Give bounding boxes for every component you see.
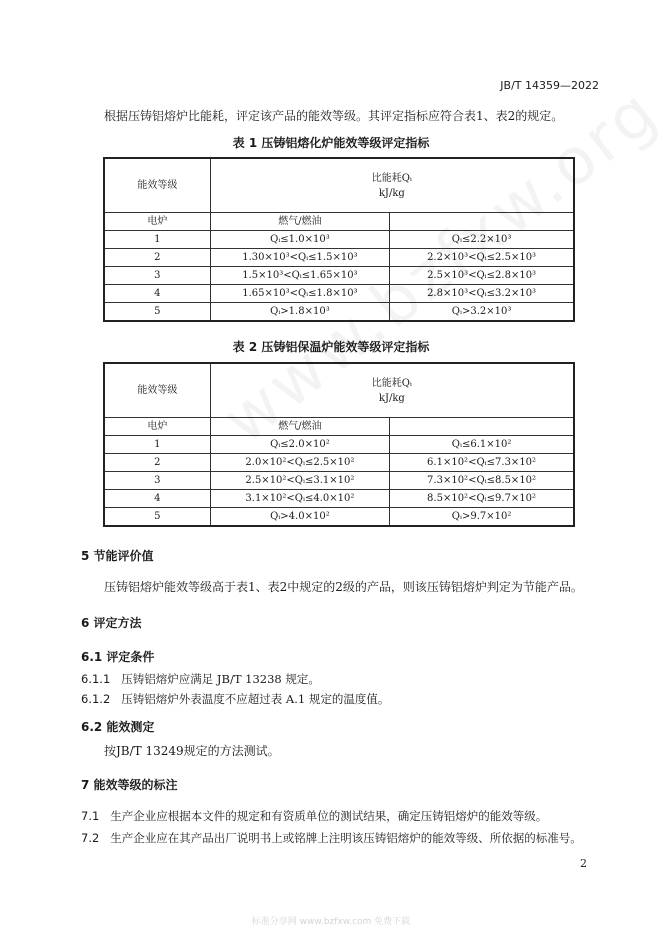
clause-7-2	[81, 830, 582, 846]
fuel-cell: 2.2×10³<Qᵢ≤2.5×10³	[390, 249, 574, 267]
electric-cell: Qᵢ≤1.0×10³	[210, 231, 389, 249]
page-number: 2	[580, 857, 587, 870]
section62-body: 按JB/T 13249规定的方法测试。	[104, 744, 280, 758]
grade-cell: 5	[104, 303, 210, 322]
grade-cell: 2	[104, 249, 210, 267]
clause-7-1-number: 7.1	[81, 809, 100, 823]
electric-cell: 1.65×10³<Qᵢ≤1.8×10³	[210, 285, 389, 303]
table-row	[104, 454, 574, 472]
electric-cell: Qᵢ≤2.0×10²	[210, 436, 389, 454]
clause-6-1-1	[81, 671, 320, 687]
table-row	[104, 436, 574, 454]
grade-cell: 5	[104, 508, 210, 527]
clause-6-1-2-number: 6.1.2	[81, 692, 111, 706]
fuel-cell: Qᵢ>9.7×10²	[390, 508, 574, 527]
electric-cell: 1.5×10³<Qᵢ≤1.65×10³	[210, 267, 389, 285]
fuel-cell: 6.1×10²<Qᵢ≤7.3×10²	[390, 454, 574, 472]
clause-7-1-text: 生产企业应根据本文件的规定和有资质单位的测试结果，确定压铸铝熔炉的能效等级。	[110, 809, 548, 823]
grade-cell: 2	[104, 454, 210, 472]
grade-cell: 1	[104, 231, 210, 249]
section62-heading: 6.2 能效测定	[81, 720, 155, 734]
grade-cell: 1	[104, 436, 210, 454]
table2-header-energy-label: 比能耗Qᵢ	[371, 377, 412, 389]
section5-body: 压铸铝熔炉能效等级高于表1、表2中规定的2级的产品，则该压铸铝熔炉判定为节能产品。	[104, 580, 583, 594]
table1-caption: 表 1 压铸铝熔化炉能效等级评定指标	[232, 136, 430, 150]
clause-6-1-1-text: 压铸铝熔炉应满足 JB/T 13238 规定。	[121, 672, 320, 686]
clause-6-1-2-text: 压铸铝熔炉外表温度不应超过表 A.1 规定的温度值。	[121, 692, 390, 706]
table2-header-grade: 能效等级	[104, 363, 210, 418]
footer-watermark: 标准分享网 www.bzfxw.com 免费下载	[251, 917, 411, 927]
fuel-cell: 2.5×10³<Qᵢ≤2.8×10³	[390, 267, 574, 285]
fuel-cell: 2.8×10³<Qᵢ≤3.2×10³	[390, 285, 574, 303]
section7-heading: 7 能效等级的标注	[81, 778, 178, 792]
clause-7-2-text: 生产企业应在其产品出厂说明书上或铭牌上注明该压铸铝熔炉的能效等级、所依据的标准号。	[110, 831, 582, 845]
section61-heading: 6.1 评定条件	[81, 650, 155, 664]
table1-header-unit: kJ/kg	[378, 187, 405, 199]
clause-6-1-2	[81, 691, 389, 707]
table-row	[104, 472, 574, 490]
fuel-cell: Qᵢ>3.2×10³	[390, 303, 574, 322]
electric-cell: Qᵢ>4.0×10²	[210, 508, 389, 527]
clause-6-1-1-number: 6.1.1	[81, 672, 111, 686]
fuel-cell: 8.5×10²<Qᵢ≤9.7×10²	[390, 490, 574, 508]
clause-7-2-number: 7.2	[81, 831, 100, 845]
section5-heading: 5 节能评价值	[81, 549, 154, 563]
electric-cell: 2.0×10²<Qᵢ≤2.5×10²	[210, 454, 389, 472]
fuel-cell: Qᵢ≤2.2×10³	[390, 231, 574, 249]
table2-header-electric: 电炉	[104, 418, 210, 436]
fuel-cell: 7.3×10²<Qᵢ≤8.5×10²	[390, 472, 574, 490]
table-row	[104, 508, 574, 527]
table1-header-grade: 能效等级	[104, 158, 210, 213]
grade-cell: 3	[104, 472, 210, 490]
grade-cell: 4	[104, 285, 210, 303]
table-row	[104, 267, 574, 285]
section6-heading: 6 评定方法	[81, 616, 142, 630]
intro-paragraph: 根据压铸铝熔炉比能耗，评定该产品的能效等级。其评定指标应符合表1、表2的规定。	[104, 109, 564, 123]
table2-header-fuel: 燃气/燃油	[210, 418, 389, 436]
electric-cell: 3.1×10²<Qᵢ≤4.0×10²	[210, 490, 389, 508]
fuel-cell: Qᵢ≤6.1×10²	[390, 436, 574, 454]
standard-number: JB/T 14359—2022	[500, 79, 599, 92]
electric-cell: 2.5×10²<Qᵢ≤3.1×10²	[210, 472, 389, 490]
grade-cell: 3	[104, 267, 210, 285]
electric-cell: 1.30×10³<Qᵢ≤1.5×10³	[210, 249, 389, 267]
table1-header-energy-label: 比能耗Qᵢ	[371, 172, 412, 184]
electric-cell: Qᵢ>1.8×10³	[210, 303, 389, 322]
table2-caption: 表 2 压铸铝保温炉能效等级评定指标	[232, 340, 430, 354]
clause-7-1	[81, 808, 547, 824]
table2-header-unit: kJ/kg	[378, 392, 405, 404]
table1-header-electric: 电炉	[104, 213, 210, 231]
grade-cell: 4	[104, 490, 210, 508]
table-row	[104, 490, 574, 508]
table1-header-fuel: 燃气/燃油	[210, 213, 389, 231]
